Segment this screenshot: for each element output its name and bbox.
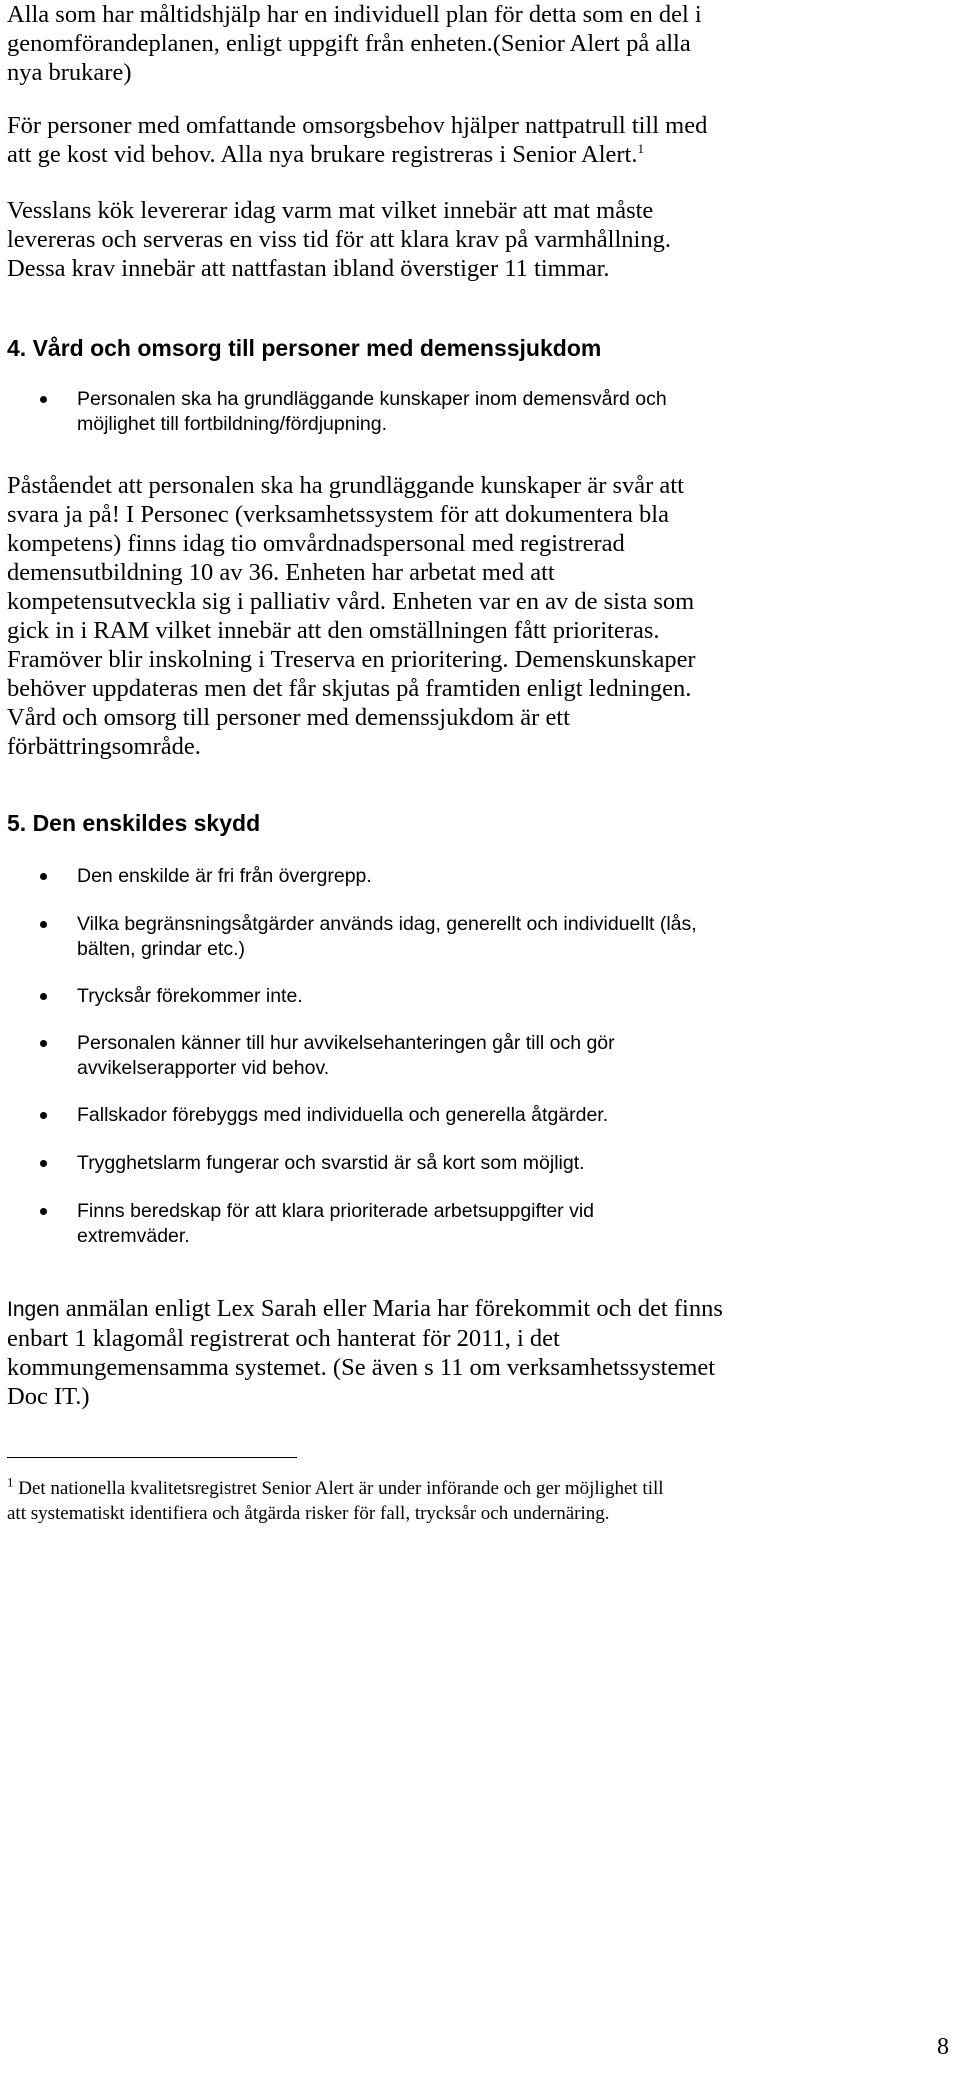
paragraph-lex-sarah [7,1294,952,1411]
text-line: förbättringsområde. [7,733,201,760]
text-line: kompetensutveckla sig i palliativ vård. Enheten var en av de sista som [7,588,695,615]
list-item-text: Den enskilde är fri från övergrepp. [77,865,372,887]
bullet-icon [40,921,47,928]
paragraph-meal-assistance [7,0,952,87]
text-line: levereras och serveras en viss tid för att klara krav på varmhållning. [7,226,671,253]
bullet-icon [40,1040,47,1047]
text-line: gick in i RAM vilket innebär att den omställningen fått prioriteras. [7,617,660,644]
footnote-number: 1 [7,1474,14,1490]
footnote-line: att systematiskt identifiera och åtgärda risker för fall, trycksår och undernäring. [7,1503,610,1524]
text-line: kompetens) finns idag tio omvårdnadspersonal med registrerad [7,530,625,557]
text-line: kommungemensamma systemet. (Se även s 11 om verksamhetssystemet [7,1354,716,1381]
text-line: Alla som har måltidshjälp har en individuell plan för detta som en del i [7,1,702,28]
text-fragment: anmälan enligt Lex Sarah eller Maria har förekommit och det finns [59,1295,723,1322]
text-line: nya brukare) [7,59,132,86]
paragraph-competence [7,471,952,761]
text-line: Påståendet att personalen ska ha grundläggande kunskaper är svår att [7,472,684,499]
text-word: Ingen [7,1298,60,1321]
text-line: behöver uppdateras men det får skjutas på framtiden enligt ledningen. [7,675,692,702]
list-item-text: möjlighet till fortbildning/fördjupning. [77,413,388,435]
text-line: genomförandeplanen, enligt uppgift från enheten.(Senior Alert på alla [7,30,691,57]
footnote-reference[interactable]: 1 [637,140,644,156]
text-line-with-footnote [7,140,952,169]
list-item-text: extremväder. [77,1225,190,1247]
bullet-icon [40,1112,47,1119]
paragraph-night-patrol [7,111,952,169]
list-item-text: Personalen känner till hur avvikelsehanteringen går till och gör [77,1032,615,1054]
section-heading-5: 5. Den enskildes skydd [7,810,261,836]
footnote-separator [7,1457,297,1458]
footnote-line [7,1476,952,1501]
section-heading-4: 4. Vård och omsorg till personer med demenssjukdom [7,335,602,361]
list-item-text: Trygghetslarm fungerar och svarstid är så kort som möjligt. [77,1152,585,1174]
list-item-text: Trycksår förekommer inte. [77,985,303,1007]
text-line: Dessa krav innebär att nattfastan ibland överstiger 11 timmar. [7,255,610,282]
footnote [7,1476,952,1526]
list-item-text: bälten, grindar etc.) [77,938,246,960]
bullet-icon [40,1160,47,1167]
list-item-text: Vilka begränsningsåtgärder används idag, generellt och individuellt (lås, [77,913,697,935]
paragraph-kitchen-delivery [7,196,952,283]
page-number: 8 [937,2034,949,2060]
text-line: enbart 1 klagomål registrerat och hanterat för 2011, i det [7,1325,560,1352]
bullet-icon [40,396,47,403]
list-item-text: Finns beredskap för att klara prioriterade arbetsuppgifter vid [77,1200,595,1222]
list-item-text: avvikelserapporter vid behov. [77,1057,330,1079]
bullet-icon [40,993,47,1000]
bullet-icon [40,873,47,880]
text-line: Vesslans kök levererar idag varm mat vilket innebär att mat måste [7,197,654,224]
footnote-text: Det nationella kvalitetsregistret Senior Alert är under införande och ger möjlighet till [13,1478,664,1499]
text-line: Doc IT.) [7,1383,90,1410]
text-line [7,1294,952,1324]
list-item-text: Fallskador förebyggs med individuella och generella åtgärder. [77,1104,609,1126]
text-line: att ge kost vid behov. Alla nya brukare registreras i Senior Alert. [7,141,638,168]
bullet-icon [40,1208,47,1215]
text-line: svara ja på! I Personec (verksamhetssystem för att dokumentera bla [7,501,669,528]
text-line: Vård och omsorg till personer med demenssjukdom är ett [7,704,570,731]
text-line: För personer med omfattande omsorgsbehov hjälper nattpatrull till med [7,112,708,139]
text-line: Framöver blir inskolning i Treserva en prioritering. Demenskunskaper [7,646,696,673]
list-item-text: Personalen ska ha grundläggande kunskaper inom demensvård och [77,388,667,410]
text-line: demensutbildning 10 av 36. Enheten har arbetat med att [7,559,555,586]
